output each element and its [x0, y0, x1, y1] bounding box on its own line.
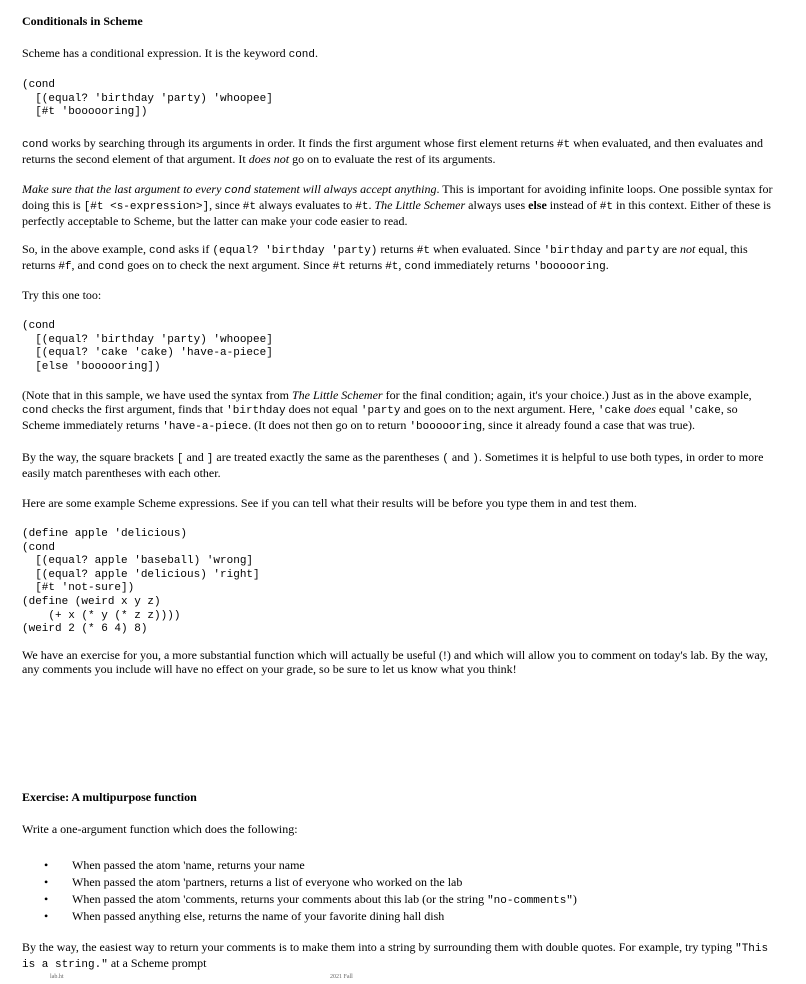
inline-code: ] — [206, 453, 214, 465]
list-item — [22, 909, 774, 926]
list-item-text-end: ) — [572, 892, 577, 906]
list-item-text: When passed the atom 'name, returns your name — [72, 858, 305, 872]
emphasis: not — [679, 242, 696, 256]
emphasis: statement will always accept anything — [250, 182, 437, 196]
intro-end: . — [315, 46, 319, 60]
bullet-icon: • — [44, 875, 49, 889]
bold-keyword: else — [528, 198, 547, 212]
paragraph-examples-intro: Here are some example Scheme expressions. See if you can tell what their results will be before you type them in and test them. — [22, 496, 637, 510]
text: checks the first argument, finds that — [48, 402, 227, 416]
emphasis: does not — [248, 152, 290, 166]
inline-code: [ — [176, 453, 184, 465]
exercise-intro-text: Write a one-argument function which does the following: — [22, 822, 298, 836]
text: always uses — [465, 198, 529, 212]
bullet-icon: • — [44, 858, 49, 872]
text: . (It does not then go on to return — [248, 418, 410, 432]
paragraph-so-example — [22, 242, 774, 274]
text: immediately returns — [430, 258, 534, 272]
inline-code: ) — [472, 453, 479, 465]
inline-code: #t — [385, 261, 399, 273]
inline-code: #t — [556, 139, 571, 151]
inline-code: #t — [416, 245, 430, 257]
section-title-conditionals: Conditionals in Scheme — [22, 14, 143, 28]
text: . — [605, 258, 609, 272]
try-this-text: Try this one too: — [22, 288, 102, 302]
text: when evaluated, and then evaluates and returns the second element of that argument. It — [22, 136, 763, 166]
inline-code: "This is a string." — [22, 943, 769, 971]
inline-code: [#t <s-expression>] — [83, 201, 210, 213]
footer-left: lab.ht — [50, 974, 64, 980]
inline-code: cond — [22, 139, 49, 151]
inline-code: #f — [58, 261, 72, 273]
emphasis: does — [633, 402, 656, 416]
text: when evaluated. Since — [429, 242, 544, 256]
text: works by searching through its arguments in order. It finds the first argument whose first element returns — [48, 136, 557, 150]
text: returns — [345, 258, 386, 272]
inline-code: party — [626, 245, 660, 257]
book-title: The Little Schemer — [291, 388, 383, 402]
text: always evaluates to — [255, 198, 356, 212]
text: at a Scheme prompt — [107, 956, 207, 970]
text: , — [398, 258, 405, 272]
text: . Sometimes it is helpful to use both types, in order to more easily match parentheses with each other. — [22, 450, 764, 480]
list-item — [22, 858, 774, 875]
intro-text: Scheme has a conditional expression. It is the keyword — [22, 46, 289, 60]
paragraph-exercise-intro: We have an exercise for you, a more substantial function which will actually be useful (!) and which will allow you to comment on today's lab. By the way, any comments you include will have no effect on your grade, so be sure to let us know what you think! — [22, 648, 768, 676]
inline-code: 'have-a-piece — [162, 421, 249, 433]
inline-code: cond — [97, 261, 125, 273]
inline-code: #t — [242, 201, 256, 213]
text: . — [368, 198, 375, 212]
text: , since — [209, 198, 243, 212]
text: equal, this returns — [22, 242, 748, 272]
code-block-cond-else: (cond [(equal? 'birthday 'party) 'whoopee] [(equal? 'cake 'cake) 'have-a-piece] [else 'boooooring]) — [22, 320, 273, 373]
text: asks if — [175, 242, 213, 256]
intro-code: cond — [288, 49, 316, 61]
text: does not equal — [285, 402, 361, 416]
paragraph-brackets — [22, 450, 774, 480]
inline-code: 'boooooring — [533, 261, 606, 273]
inline-code: (equal? 'birthday 'party) — [212, 245, 378, 257]
inline-code: 'birthday — [226, 405, 286, 417]
text: , so Scheme immediately returns — [22, 402, 738, 432]
inline-code: "no-comments" — [487, 895, 573, 907]
text: in this context. Either of these is perfectly acceptable to Scheme, but the latter can make your code easier to read. — [22, 198, 771, 228]
text: . This is important for avoiding infinite loops. One possible syntax for doing this is — [22, 182, 773, 212]
inline-code: 'boooooring — [409, 421, 483, 433]
emphasis: Make sure that the last argument to every — [22, 182, 225, 196]
text: and goes on to the next argument. Here, — [400, 402, 598, 416]
paragraph-note — [22, 388, 774, 434]
inline-code: #t — [355, 201, 369, 213]
bullet-icon: • — [44, 892, 49, 906]
list-item-text: When passed the atom 'partners, returns a list of everyone who worked on the lab — [72, 875, 463, 889]
inline-code: 'party — [360, 405, 401, 417]
inline-code: ( — [442, 453, 449, 465]
paragraph-string-tip — [22, 940, 774, 972]
text: So, in the above example, — [22, 242, 149, 256]
list-item-text: When passed anything else, returns the name of your favorite dining hall dish — [72, 909, 445, 923]
text: and — [602, 242, 627, 256]
book-title: The Little Schemer — [374, 198, 466, 212]
text: equal — [655, 402, 688, 416]
code-block-examples: (define apple 'delicious) (cond [(equal? apple 'baseball) 'wrong] [(equal? apple 'delicious) 'right] [#t 'not-sure]) (define (weird x y z) (+ x (* y (* z z)))) (weird 2 (* 6 4) 8) — [22, 528, 260, 636]
text: returns — [377, 242, 417, 256]
footer-center: 2021 Fall — [330, 974, 353, 980]
inline-code: cond — [224, 185, 251, 197]
text: are treated exactly the same as the parentheses — [213, 450, 443, 464]
inline-code: #t — [332, 261, 346, 273]
inline-code: 'birthday — [543, 245, 603, 257]
text: and — [448, 450, 473, 464]
paragraph-cond-explanation — [22, 136, 774, 166]
text: (Note that in this sample, we have used the syntax from — [22, 388, 292, 402]
inline-code: cond — [404, 261, 431, 273]
text: instead of — [546, 198, 600, 212]
intro-paragraph — [22, 46, 774, 62]
text: for the final condition; again, it's your choice.) Just as in the above example, — [382, 388, 752, 402]
inline-code: #t — [599, 201, 613, 213]
text: go on to evaluate the rest of its arguments. — [289, 152, 496, 166]
text: goes on to check the next argument. Since — [124, 258, 333, 272]
exercise-title: Exercise: A multipurpose function — [22, 790, 197, 804]
list-item — [22, 875, 774, 892]
exercise-requirements-list — [22, 858, 774, 926]
paragraph-make-sure — [22, 182, 774, 228]
text: , and — [71, 258, 98, 272]
list-item-text: When passed the atom 'comments, returns your comments about this lab (or the string — [72, 892, 488, 906]
inline-code: 'cake — [687, 405, 721, 417]
bullet-icon: • — [44, 909, 49, 923]
text: By the way, the easiest way to return your comments is to make them into a string by surrounding them with double quotes. For example, try typing — [22, 940, 736, 954]
code-block-cond-basic: (cond [(equal? 'birthday 'party) 'whoopee] [#t 'boooooring]) — [22, 79, 273, 119]
inline-code: cond — [148, 245, 176, 257]
inline-code: cond — [22, 405, 49, 417]
inline-code: 'cake — [597, 405, 631, 417]
text: , since it already found a case that was true). — [482, 418, 695, 432]
text: are — [659, 242, 680, 256]
text: and — [183, 450, 207, 464]
text: By the way, the square brackets — [22, 450, 177, 464]
list-item — [22, 892, 774, 909]
